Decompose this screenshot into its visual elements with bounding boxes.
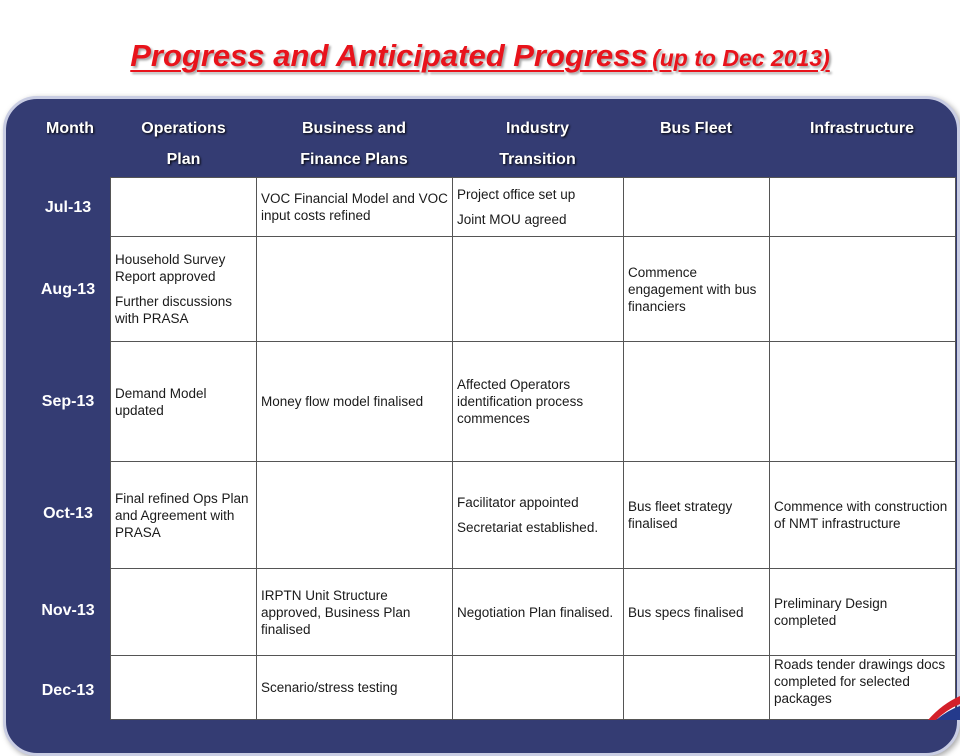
month-label: Nov-13 bbox=[41, 602, 95, 619]
table-cell: Affected Operators identification process commences bbox=[453, 342, 624, 462]
table-cell bbox=[624, 178, 770, 237]
table-row bbox=[111, 178, 956, 237]
table-row bbox=[111, 237, 956, 342]
table-cell bbox=[770, 342, 956, 462]
header-month: Month bbox=[46, 120, 94, 137]
corner-swoosh-graphic bbox=[928, 690, 960, 720]
table-row bbox=[111, 569, 956, 656]
table-cell: Roads tender drawings docs completed for selected packages bbox=[770, 656, 956, 720]
header-operations-plan: Operations Plan bbox=[141, 120, 226, 168]
table-cell bbox=[624, 342, 770, 462]
table-cell bbox=[453, 656, 624, 720]
table-cell bbox=[770, 237, 956, 342]
table-row bbox=[111, 656, 956, 720]
table-cell bbox=[111, 656, 257, 720]
table-cell: Facilitator appointed Secretariat established. bbox=[453, 462, 624, 569]
month-label: Jul-13 bbox=[44, 199, 92, 216]
table-row bbox=[111, 342, 956, 462]
table-cell bbox=[111, 569, 257, 656]
month-label: Sep-13 bbox=[41, 393, 95, 410]
header-business-finance: Business and Finance Plans bbox=[300, 120, 408, 168]
month-label: Dec-13 bbox=[41, 682, 95, 699]
table-cell: Bus fleet strategy finalised bbox=[624, 462, 770, 569]
title-main: Progress and Anticipated Progress bbox=[130, 38, 648, 73]
table-cell: Bus specs finalised bbox=[624, 569, 770, 656]
header-infrastructure: Infrastructure bbox=[809, 120, 915, 137]
page-title bbox=[0, 38, 960, 74]
header-bus-fleet: Bus Fleet bbox=[659, 120, 732, 137]
table-cell: Demand Model updated bbox=[111, 342, 257, 462]
progress-table bbox=[110, 177, 956, 720]
table-cell: Money flow model finalised bbox=[257, 342, 453, 462]
table-cell bbox=[624, 656, 770, 720]
table-cell: Final refined Ops Plan and Agreement with PRASA bbox=[111, 462, 257, 569]
table-cell bbox=[111, 178, 257, 237]
table-row bbox=[111, 462, 956, 569]
table-cell: Household Survey Report approved Further discussions with PRASA bbox=[111, 237, 257, 342]
title-date-range: (up to Dec 2013) bbox=[652, 45, 830, 71]
table-cell bbox=[257, 462, 453, 569]
table-cell bbox=[770, 178, 956, 237]
table-cell: VOC Financial Model and VOC input costs refined bbox=[257, 178, 453, 237]
table-cell: Preliminary Design completed bbox=[770, 569, 956, 656]
table-cell: IRPTN Unit Structure approved, Business Plan finalised bbox=[257, 569, 453, 656]
month-label: Oct-13 bbox=[43, 505, 93, 522]
table-cell: Scenario/stress testing bbox=[257, 656, 453, 720]
table-cell: Negotiation Plan finalised. bbox=[453, 569, 624, 656]
header-industry-transition: Industry Transition bbox=[499, 120, 576, 168]
table-cell bbox=[453, 237, 624, 342]
table-cell: Commence with construction of NMT infrastructure bbox=[770, 462, 956, 569]
table-cell: Commence engagement with bus financiers bbox=[624, 237, 770, 342]
table-cell: Project office set up Joint MOU agreed bbox=[453, 178, 624, 237]
table-cell bbox=[257, 237, 453, 342]
month-label: Aug-13 bbox=[40, 281, 96, 298]
